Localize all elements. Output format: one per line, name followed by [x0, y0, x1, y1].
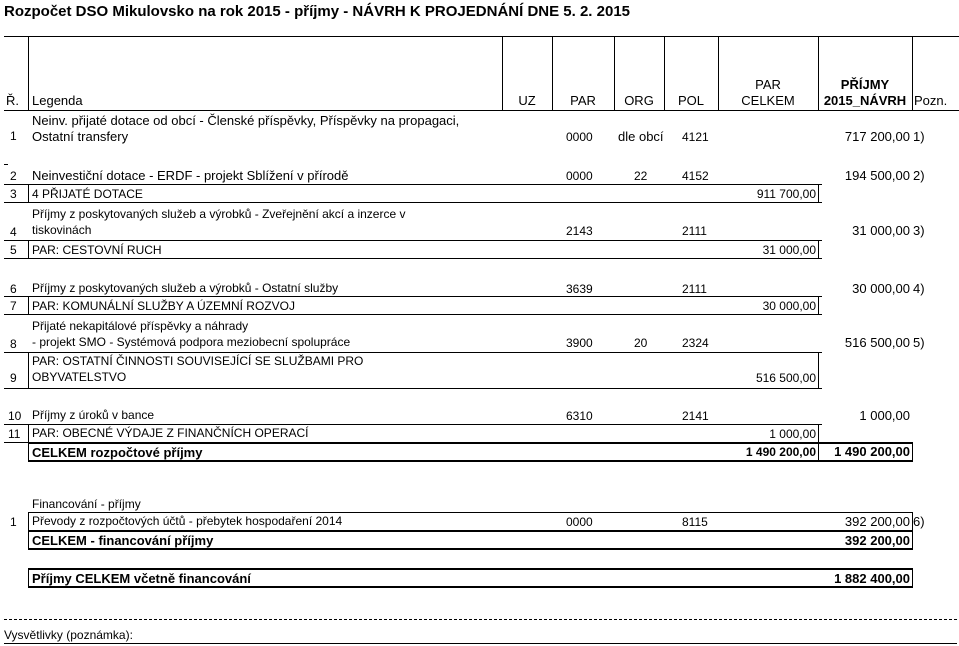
col-divider — [28, 530, 29, 548]
row-legend: Příjmy z poskytovaných služeb a výrobků - Zveřejnění akcí a inzerce v — [32, 207, 406, 221]
col-divider — [912, 442, 913, 460]
header-top-line — [4, 36, 959, 37]
row-amount: 30 000,00 — [852, 281, 910, 296]
financing-heading: Financování - příjmy — [32, 497, 141, 511]
col-divider — [28, 184, 29, 202]
header-bottom-line — [4, 110, 959, 111]
row-legend: PAR: OSTATNÍ ČINNOSTI SOUVISEJÍCÍ SE SLUŽBAMI PRO — [32, 354, 364, 368]
col-divider — [912, 568, 913, 586]
row-amount: 717 200,00 — [844, 129, 910, 144]
col-divider — [818, 184, 819, 202]
total-label: CELKEM rozpočtové příjmy — [32, 445, 203, 460]
row-pol: 2141 — [682, 409, 709, 423]
row-amount: 392 200,00 — [844, 514, 910, 529]
header-uz: UZ — [518, 93, 536, 108]
row-number: 1 — [10, 515, 17, 529]
row-legend: Ostatní transfery — [32, 129, 129, 144]
row-legend: PAR: CESTOVNÍ RUCH — [32, 243, 162, 257]
header-par-celkem: PAR — [755, 77, 781, 92]
row-uz: 0000 — [566, 130, 593, 144]
col-divider — [818, 240, 819, 258]
row-sum: 516 500,00 — [755, 371, 816, 385]
row-amount: 31 000,00 — [852, 223, 910, 238]
col-divider — [818, 296, 819, 314]
row-line — [4, 314, 822, 315]
row-legend: OBYVATELSTVO — [32, 370, 127, 384]
row-legend: Neinv. přijaté dotace od obcí - Členské příspěvky, Příspěvky na propagaci, — [32, 113, 460, 128]
col-divider — [28, 240, 29, 258]
row-sum: 30 000,00 — [762, 299, 816, 313]
row-note: 5) — [913, 335, 925, 350]
col-divider — [912, 36, 913, 110]
col-divider — [28, 568, 29, 586]
footer-label: Vysvětlivky (poznámka): — [4, 628, 133, 642]
row-line — [28, 512, 912, 513]
row-number: 8 — [10, 337, 17, 351]
row-legend: Přijaté nekapitálové příspěvky a náhrady — [32, 319, 249, 333]
financing-total-amount: 392 200,00 — [844, 533, 910, 548]
row-line — [4, 202, 822, 203]
row-line — [4, 388, 822, 389]
financing-total-label: CELKEM - financování příjmy — [32, 533, 214, 548]
col-divider — [818, 424, 819, 442]
header-org: ORG — [624, 93, 654, 108]
row-legend: Příjmy z úroků v bance — [32, 408, 155, 422]
header-par: PAR — [570, 93, 596, 108]
footer-dashed-line — [4, 619, 957, 620]
grand-line — [28, 586, 913, 588]
row-line — [28, 530, 913, 532]
row-number: 1 — [10, 129, 17, 143]
row-legend: PAR: KOMUNÁLNÍ SLUŽBY A ÚZEMNÍ ROZVOJ — [32, 299, 295, 313]
row-sum: 1 000,00 — [769, 427, 816, 441]
row-legend: PAR: OBECNÉ VÝDAJE Z FINANČNÍCH OPERACÍ — [32, 426, 309, 440]
row-line — [4, 424, 822, 425]
grand-total-amount: 1 882 400,00 — [834, 571, 910, 586]
row-note: 1) — [913, 129, 925, 144]
row-par: dle obcí — [618, 129, 664, 144]
row-legend: Neinvestiční dotace - ERDF - projekt Sblížení v přírodě — [32, 168, 349, 183]
row-pol: 2111 — [682, 282, 707, 296]
col-divider — [28, 296, 29, 314]
row-note: 6) — [913, 514, 925, 529]
row-number: 7 — [10, 299, 17, 313]
header-par-celkem: CELKEM — [741, 93, 795, 108]
row-line — [28, 548, 913, 550]
col-divider — [912, 530, 913, 548]
row-amount: 516 500,00 — [844, 335, 910, 350]
total-line — [28, 460, 913, 462]
row-pol: 4121 — [682, 130, 709, 144]
row-line — [4, 164, 8, 165]
row-pol: 2324 — [682, 336, 709, 350]
row-uz: 3900 — [566, 336, 593, 350]
row-amount: 194 500,00 — [844, 168, 910, 183]
grand-total-label: Příjmy CELKEM včetně financování — [32, 571, 251, 586]
col-divider — [818, 352, 819, 388]
col-divider — [28, 352, 29, 388]
total-line — [28, 442, 913, 444]
header-pozn: Pozn. — [914, 93, 948, 108]
row-note: 3) — [913, 223, 925, 238]
grand-line — [28, 568, 913, 570]
row-number: 3 — [10, 187, 17, 201]
row-number: 10 — [8, 409, 22, 423]
row-number: 4 — [10, 225, 17, 239]
col-divider — [28, 36, 29, 110]
row-line — [4, 240, 822, 241]
row-line — [4, 296, 822, 297]
header-legenda: Legenda — [32, 93, 83, 108]
row-number: 5 — [10, 243, 17, 257]
col-divider — [28, 424, 29, 442]
row-number: 11 — [8, 427, 21, 441]
row-note: 4) — [913, 281, 925, 296]
row-number: 9 — [10, 371, 17, 385]
row-par: 20 — [634, 336, 648, 350]
col-divider — [28, 442, 29, 460]
row-legend: Příjmy z poskytovaných služeb a výrobků - Ostatní služby — [32, 281, 339, 295]
row-number: 2 — [10, 169, 17, 183]
row-line — [4, 258, 822, 259]
row-par: 22 — [634, 169, 648, 183]
row-uz: 0000 — [566, 169, 593, 183]
footer-line — [4, 643, 957, 644]
header-pol: POL — [677, 93, 704, 108]
header-prijmy: 2015_NÁVRH — [823, 93, 907, 108]
row-amount: 1 000,00 — [859, 408, 910, 423]
row-uz: 6310 — [566, 409, 593, 423]
row-sum: 911 700,00 — [756, 187, 816, 201]
row-pol: 8115 — [682, 515, 708, 529]
total-sum: 1 490 200,00 — [745, 445, 816, 459]
row-line — [4, 184, 822, 185]
row-legend: - projekt SMO - Systémová podpora meziobecní spolupráce — [32, 335, 351, 349]
row-legend: 4 PŘIJATÉ DOTACE — [32, 187, 143, 201]
row-pol: 4152 — [682, 169, 709, 183]
row-number: 6 — [10, 282, 17, 296]
row-line — [4, 352, 822, 353]
row-sum: 31 000,00 — [762, 243, 816, 257]
total-amount: 1 490 200,00 — [834, 444, 910, 459]
row-uz: 0000 — [566, 515, 593, 529]
row-uz: 3639 — [566, 282, 593, 296]
financing-label: Převody z rozpočtových účtů - přebytek hospodaření 2014 — [32, 514, 343, 528]
row-pol: 2111 — [682, 224, 707, 238]
row-legend: tiskovinách — [32, 223, 92, 237]
page-title: Rozpočet DSO Mikulovsko na rok 2015 - příjmy - NÁVRH K PROJEDNÁNÍ DNE 5. 2. 2015 — [4, 3, 631, 20]
header-row-number: Ř. — [6, 93, 19, 108]
row-uz: 2143 — [566, 224, 593, 238]
header-prijmy: PŘÍJMY — [840, 77, 890, 92]
row-note: 2) — [913, 168, 925, 183]
col-divider — [28, 512, 29, 530]
